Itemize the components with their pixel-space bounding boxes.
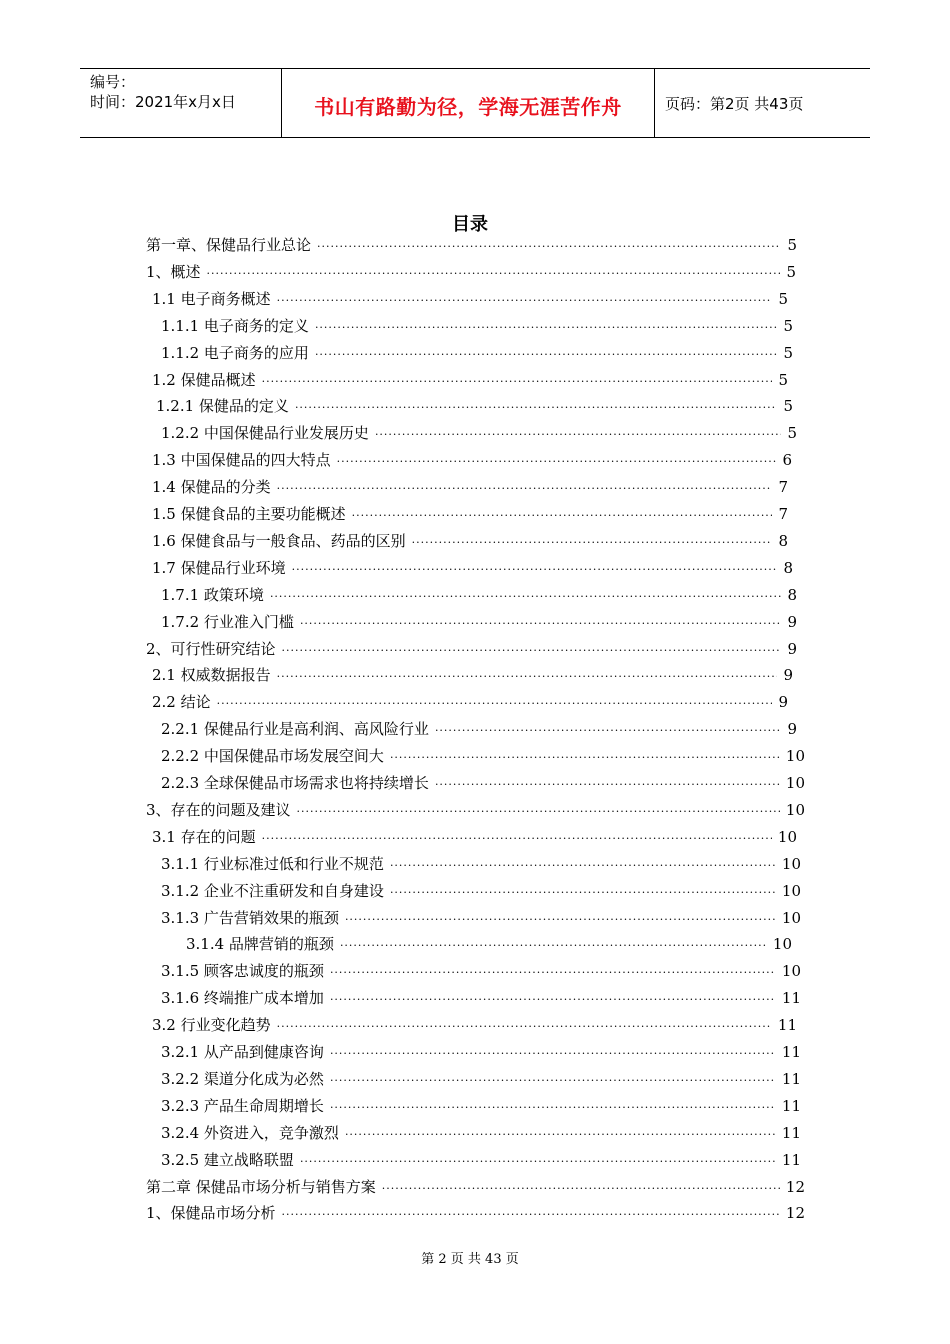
toc-entry[interactable] (161, 987, 801, 1009)
toc-entry-title: 1.7.2 行业准入门槛 (161, 612, 294, 631)
toc-leader-dots (352, 509, 773, 522)
toc-leader-dots (330, 1101, 776, 1114)
toc-leader-dots (435, 778, 780, 791)
toc-leader-dots (390, 751, 780, 764)
toc-leader-dots (435, 724, 782, 737)
toc-entry[interactable] (152, 826, 797, 848)
toc-leader-dots (277, 294, 773, 307)
toc-leader-dots (262, 832, 772, 845)
toc-entry-page: 10 (785, 800, 805, 819)
toc-leader-dots (412, 536, 773, 549)
toc-leader-dots (292, 563, 778, 576)
toc-entry-page: 8 (783, 558, 793, 577)
toc-entry[interactable] (152, 691, 788, 713)
toc-leader-dots (375, 428, 782, 441)
toc-leader-dots (282, 644, 782, 657)
toc-entry[interactable] (161, 853, 801, 875)
toc-entry[interactable] (161, 422, 797, 444)
toc-entry-page: 10 (781, 908, 801, 927)
toc-entry-page: 5 (783, 343, 793, 362)
toc-leader-dots (277, 482, 773, 495)
toc-entry-title: 3、存在的问题及建议 (146, 800, 291, 819)
toc-entry-title: 3.1.1 行业标准过低和行业不规范 (161, 854, 384, 873)
toc-entry-title: 2.2.1 保健品行业是高利润、高风险行业 (161, 720, 429, 739)
toc-entry[interactable] (146, 638, 797, 660)
document-time: 时间：2021年x月x日 (90, 93, 236, 111)
toc-entry[interactable] (152, 1014, 797, 1036)
toc-entry[interactable] (161, 1068, 801, 1090)
toc-entry[interactable] (161, 745, 805, 767)
toc-leader-dots (295, 401, 778, 414)
toc-entry-page: 7 (778, 505, 788, 523)
toc-entry-title: 3.2.4 外资进入，竞争激烈 (161, 1123, 339, 1142)
toc-entry-page: 10 (785, 747, 805, 766)
toc-entry[interactable] (161, 1095, 801, 1117)
toc-entry-page: 5 (783, 316, 793, 335)
toc-leader-dots (340, 939, 767, 952)
toc-entry[interactable] (161, 960, 801, 982)
toc-entry[interactable] (161, 342, 793, 364)
toc-entry-title: 1.7 保健品行业环境 (152, 558, 286, 577)
toc-entry-page: 5 (783, 397, 793, 416)
toc-entry[interactable] (152, 530, 788, 552)
toc-leader-dots (262, 375, 773, 388)
toc-entry[interactable] (161, 611, 797, 633)
toc-entry[interactable] (152, 557, 793, 579)
toc-entry-title: 1.2.2 中国保健品行业发展历史 (161, 424, 369, 443)
toc-leader-dots (330, 1047, 776, 1060)
toc-leader-dots (300, 617, 782, 630)
toc-leader-dots (390, 886, 776, 899)
toc-entry[interactable] (161, 584, 797, 606)
toc-entry[interactable] (161, 718, 797, 740)
toc-entry-page: 11 (781, 1150, 801, 1169)
toc-entry-title: 1、概述 (146, 262, 201, 281)
toc-entry-page: 5 (778, 289, 788, 308)
toc-entry[interactable] (161, 1149, 801, 1171)
toc-entry[interactable] (152, 476, 788, 498)
toc-leader-dots (297, 805, 780, 818)
toc-entry-title: 3.2 行业变化趋势 (152, 1016, 271, 1035)
toc-leader-dots (345, 913, 776, 926)
toc-leader-dots (382, 1182, 780, 1195)
toc-entry-page: 11 (781, 989, 801, 1008)
toc-entry[interactable] (146, 234, 797, 256)
toc-entry-title: 1.6 保健食品与一般食品、药品的区别 (152, 531, 406, 550)
toc-entry-title: 1.2.1 保健品的定义 (156, 397, 289, 416)
toc-entry-page: 10 (781, 854, 801, 873)
toc-entry-title: 1.1 电子商务概述 (152, 289, 271, 308)
toc-entry[interactable] (161, 880, 801, 902)
toc-entry-title: 3.1.2 企业不注重研发和自身建设 (161, 881, 384, 900)
toc-entry[interactable] (146, 1202, 805, 1224)
toc-entry-title: 3.1.4 品牌营销的瓶颈 (186, 935, 334, 954)
toc-entry-page: 11 (781, 1123, 801, 1142)
toc-leader-dots (345, 1128, 776, 1141)
toc-entry-page: 12 (785, 1177, 805, 1196)
toc-entry[interactable] (161, 772, 805, 794)
toc-entry-title: 1.3 中国保健品的四大特点 (152, 451, 331, 470)
toc-entry[interactable] (152, 369, 788, 391)
toc-entry-page: 9 (787, 612, 797, 631)
toc-entry-page: 10 (781, 881, 801, 900)
toc-entry-title: 3.1.3 广告营销效果的瓶颈 (161, 908, 339, 927)
toc-entry-page: 5 (787, 236, 797, 254)
toc-entry-page: 10 (777, 827, 797, 846)
toc-entry-title: 3.1 存在的问题 (152, 827, 256, 846)
toc-entry-title: 2.2.2 中国保健品市场发展空间大 (161, 747, 384, 766)
toc-entry[interactable] (152, 503, 788, 525)
toc-entry-page: 10 (781, 962, 801, 981)
toc-entry[interactable] (161, 1122, 801, 1144)
toc-entry-page: 11 (781, 1043, 801, 1061)
toc-leader-dots (277, 1020, 772, 1033)
toc-entry-title: 1.5 保健食品的主要功能概述 (152, 505, 346, 523)
toc-entry[interactable] (161, 1041, 801, 1063)
toc-entry-title: 3.1.6 终端推广成本增加 (161, 989, 324, 1008)
toc-entry-page: 8 (778, 531, 788, 550)
toc-entry-title: 3.2.2 渠道分化成为必然 (161, 1069, 324, 1088)
toc-entry-page: 9 (787, 639, 797, 658)
header-info-cell (80, 69, 282, 137)
toc-entry-page: 9 (787, 720, 797, 739)
toc-entry-title: 2.2.3 全球保健品市场需求也将持续增长 (161, 774, 429, 792)
toc-leader-dots (315, 348, 778, 361)
header-motto: 书山有路勤为径，学海无涯苦作舟 (314, 95, 622, 119)
toc-entry-page: 10 (785, 774, 805, 792)
toc-leader-dots (330, 1074, 776, 1087)
document-number-label: 编号： (90, 73, 136, 91)
toc-entry[interactable] (186, 933, 792, 955)
toc-entry-page: 5 (786, 262, 796, 281)
toc-entry[interactable] (152, 288, 788, 310)
toc-entry[interactable] (156, 395, 793, 417)
toc-entry-page: 7 (778, 478, 788, 497)
toc-entry-title: 1.2 保健品概述 (152, 370, 256, 389)
toc-entry-page: 5 (787, 424, 797, 443)
toc-leader-dots (282, 1208, 780, 1221)
toc-entry-title: 1.7.1 政策环境 (161, 585, 264, 604)
toc-entry-page: 8 (787, 585, 797, 604)
document-header (80, 68, 870, 138)
toc-entry[interactable] (161, 907, 801, 929)
toc-leader-dots (390, 859, 776, 872)
toc-entry-page: 6 (782, 451, 792, 470)
toc-title: 目录 (452, 214, 488, 235)
page-footer: 第 2 页 共 43 页 (421, 1252, 519, 1267)
toc-entry-title: 第二章 保健品市场分析与销售方案 (146, 1177, 376, 1196)
toc-entry-title: 2.1 权威数据报告 (152, 666, 271, 685)
toc-leader-dots (337, 455, 777, 468)
toc-entry[interactable] (161, 315, 793, 337)
toc-entry-page: 11 (781, 1096, 801, 1115)
toc-entry-title: 3.2.5 建立战略联盟 (161, 1150, 294, 1169)
toc-entry[interactable] (146, 261, 796, 283)
toc-entry[interactable] (152, 449, 792, 471)
toc-entry-title: 2.2 结论 (152, 693, 211, 712)
toc-leader-dots (270, 590, 782, 603)
toc-entry-title: 2、可行性研究结论 (146, 639, 276, 658)
toc-entry-page: 5 (778, 370, 788, 389)
toc-entry-page: 11 (777, 1016, 797, 1035)
header-page-cell (655, 69, 870, 137)
toc-entry-title: 第一章、保健品行业总论 (146, 236, 312, 254)
toc-leader-dots (207, 267, 781, 280)
toc-entry-title: 3.1.5 顾客忠诚度的瓶颈 (161, 962, 324, 981)
header-motto-cell (282, 69, 655, 137)
toc-entry-title: 1.1.1 电子商务的定义 (161, 316, 309, 335)
toc-leader-dots (217, 697, 773, 710)
toc-entry[interactable] (146, 1176, 805, 1198)
toc-leader-dots (315, 321, 778, 334)
toc-leader-dots (330, 966, 776, 979)
toc-entry-title: 3.2.3 产品生命周期增长 (161, 1096, 324, 1115)
toc-entry-title: 1.1.2 电子商务的应用 (161, 343, 309, 362)
toc-entry[interactable] (146, 799, 805, 821)
toc-entry-page: 9 (778, 693, 788, 712)
toc-leader-dots (330, 993, 776, 1006)
toc-leader-dots (277, 670, 778, 683)
toc-entry-page: 10 (772, 935, 792, 954)
toc-entry-page: 9 (783, 666, 793, 685)
header-page-code: 页码：第2页 共43页 (665, 95, 804, 113)
toc-entry-title: 1.4 保健品的分类 (152, 478, 271, 497)
toc-entry-title: 3.2.1 从产品到健康咨询 (161, 1043, 324, 1061)
toc-leader-dots (300, 1155, 776, 1168)
toc-entry-page: 11 (781, 1069, 801, 1088)
toc-entry-page: 12 (785, 1204, 805, 1223)
toc-entry[interactable] (152, 664, 793, 686)
toc-leader-dots (317, 240, 781, 253)
toc-entry-title: 1、保健品市场分析 (146, 1204, 276, 1223)
